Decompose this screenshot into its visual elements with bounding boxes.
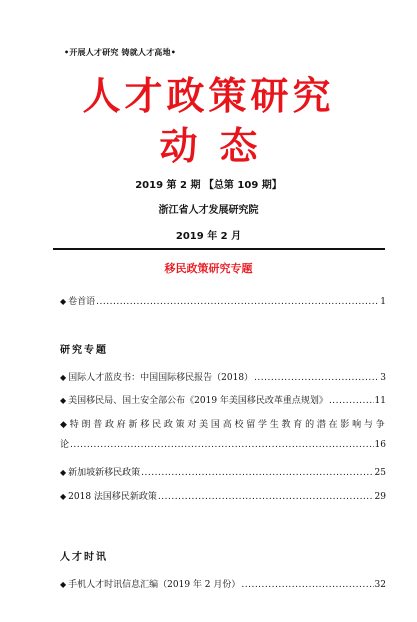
tagline: •开展人才研究 铸就人才高地• xyxy=(64,48,177,57)
organization-name: 浙江省人才发展研究院 xyxy=(158,205,259,216)
toc-entry[interactable] xyxy=(60,467,386,479)
dot-leader xyxy=(254,372,379,384)
dot-leader xyxy=(96,296,379,308)
toc-entry-title: 卷首语 xyxy=(68,297,96,307)
toc-entry[interactable] xyxy=(60,579,386,591)
section-heading-research: 研究专题 xyxy=(60,345,108,356)
dot-leader xyxy=(141,467,373,479)
publication-subtitle: 动态 xyxy=(159,123,280,168)
toc-entry-title: 美国移民局、国土安全部公布《2019 年美国移民改革重点规划》 xyxy=(68,396,328,406)
toc-entry[interactable] xyxy=(60,395,386,407)
toc-entry-page: 29 xyxy=(374,492,386,502)
toc-entry-title-cont: 论 xyxy=(60,440,70,450)
diamond-bullet-icon: ◆ xyxy=(60,396,67,405)
toc-entry-page: 11 xyxy=(374,396,386,406)
toc-entry-title: 国际人才蓝皮书：中国国际移民报告（2018） xyxy=(68,373,254,383)
diamond-bullet-icon: ◆ xyxy=(60,297,67,306)
diamond-bullet-icon: ◆ xyxy=(60,492,67,501)
issue-number: 2019 第 2 期 【总第 109 期】 xyxy=(135,180,282,191)
section-heading-news: 人才时讯 xyxy=(60,552,108,563)
toc-entry-page: 25 xyxy=(374,468,386,478)
toc-entry-page: 32 xyxy=(374,580,386,590)
dot-leader xyxy=(329,395,374,407)
toc-entry-page: 16 xyxy=(374,440,386,450)
toc-entry-title: 新加坡新移民政策 xyxy=(68,468,141,478)
toc-entry-intro[interactable] xyxy=(60,296,386,308)
special-topic-title: 移民政策研究专题 xyxy=(164,262,253,275)
dot-leader xyxy=(241,579,373,591)
toc-entry-title: 特朗普政府新移民政策对美国高校留学生教育的潜在影响与争 xyxy=(69,420,386,430)
toc-entry-page: 3 xyxy=(380,373,386,383)
toc-entry-multiline[interactable] xyxy=(60,419,386,451)
issue-date: 2019 年 2 月 xyxy=(175,231,242,242)
toc-entry[interactable] xyxy=(60,491,386,503)
toc-entry-continuation xyxy=(60,439,386,451)
diamond-bullet-icon: ◆ xyxy=(60,468,67,477)
toc-entry-title-line xyxy=(60,419,386,431)
dot-leader xyxy=(158,491,374,503)
diamond-bullet-icon: ◆ xyxy=(60,580,67,589)
publication-title: 人才政策研究 xyxy=(82,73,335,118)
toc-entry[interactable] xyxy=(60,372,386,384)
toc-entry-page: 1 xyxy=(380,297,386,307)
dot-leader xyxy=(70,439,374,451)
diamond-bullet-icon: ◆ xyxy=(60,373,67,382)
header-divider xyxy=(53,248,385,250)
diamond-bullet-icon: ◆ xyxy=(60,420,70,430)
toc-entry-title: 手机人才时讯信息汇编（2019 年 2 月份） xyxy=(68,580,241,590)
toc-entry-title: 2018 法国移民新政策 xyxy=(68,492,157,502)
